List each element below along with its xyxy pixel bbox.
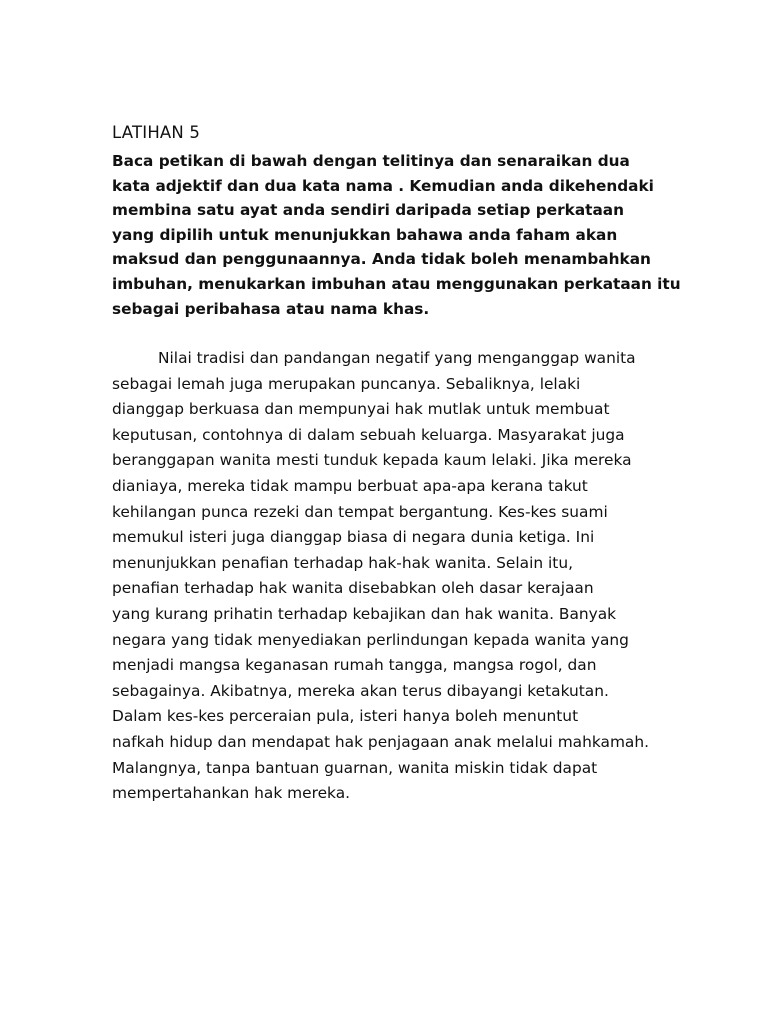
passage-line: dianiaya, mereka tidak mampu berbuat apa-apa kerana takut <box>112 476 588 495</box>
passage-line: Nilai tradisi dan pandangan negatif yang menganggap wanita <box>158 349 636 367</box>
instruction-line: kata adjektif dan dua kata nama . Kemudian anda dikehendaki <box>112 176 654 195</box>
passage-line: sebagainya. Akibatnya, mereka akan terus dibayangi ketakutan. <box>112 681 609 700</box>
passage-line: sebagai lemah juga merupakan puncanya. Sebaliknya, lelaki <box>112 374 581 393</box>
instruction-line: sebagai peribahasa atau nama khas. <box>112 299 430 318</box>
passage-line: dianggap berkuasa dan mempunyai hak mutlak untuk membuat <box>112 400 610 419</box>
exercise-title: LATIHAN 5 <box>112 123 201 142</box>
passage-line: memukul isteri juga dianggap biasa di negara dunia ketiga. Ini <box>112 528 595 547</box>
passage-line: negara yang tidak menyediakan perlindungan kepada wanita yang <box>112 630 629 649</box>
instruction-line: imbuhan, menukarkan imbuhan atau menggunakan perkataan itu <box>112 274 681 293</box>
passage-line: nafkah hidup dan mendapat hak penjagaan anak melalui mahkamah. <box>112 732 650 751</box>
passage-line: yang kurang prihatin terhadap kebajikan dan hak wanita. Banyak <box>112 604 617 623</box>
instruction-line: maksud dan penggunaannya. Anda tidak boleh menambahkan <box>112 250 651 269</box>
instruction-line: yang dipilih untuk menunjukkan bahawa anda faham akan <box>112 225 618 244</box>
passage-line: Malangnya, tanpa bantuan guarnan, wanita miskin tidak dapat <box>112 758 598 777</box>
instructions-block <box>112 149 681 321</box>
passage-line: menunjukkan penafian terhadap hak-hak wanita. Selain itu, <box>112 553 573 572</box>
passage-line: menjadi mangsa keganasan rumah tangga, mangsa rogol, dan <box>112 656 597 675</box>
instruction-line: membina satu ayat anda sendiri daripada setiap perkataan <box>112 201 624 220</box>
passage-line: mempertahankan hak mereka. <box>112 784 351 803</box>
passage-line: penafian terhadap hak wanita disebabkan oleh dasar kerajaan <box>112 579 594 598</box>
instruction-line: Baca petikan di bawah dengan telitinya dan senaraikan dua <box>112 152 630 170</box>
passage-line: beranggapan wanita mesti tunduk kepada kaum lelaki. Jika mereka <box>112 451 632 470</box>
passage-line: keputusan, contohnya di dalam sebuah keluarga. Masyarakat juga <box>112 425 625 444</box>
reading-passage <box>112 346 672 807</box>
passage-line: Dalam kes-kes perceraian pula, isteri hanya boleh menuntut <box>112 707 579 726</box>
passage-line: kehilangan punca rezeki dan tempat bergantung. Kes-kes suami <box>112 502 608 521</box>
